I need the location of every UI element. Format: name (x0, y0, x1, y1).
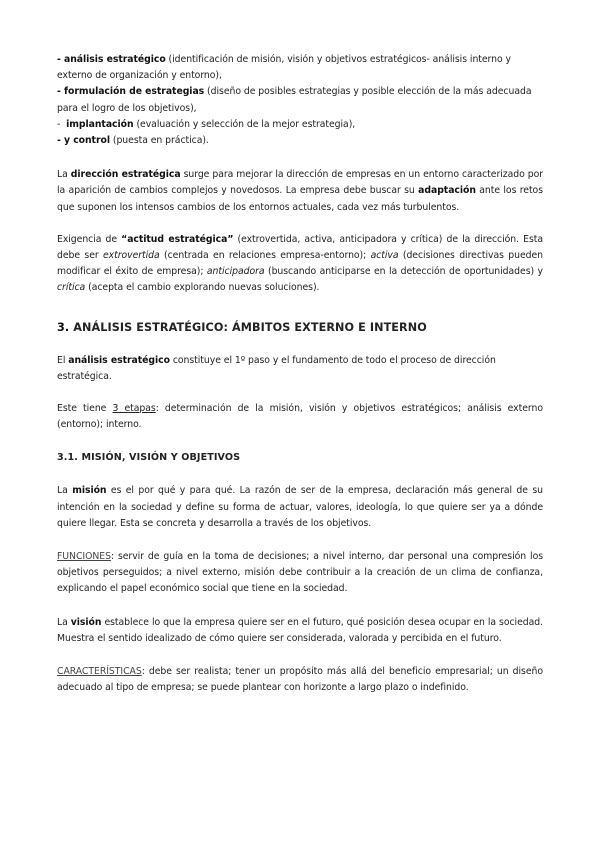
paragraph-actitud-estrategica (57, 232, 543, 297)
bold-term: “actitud estratégica” (121, 233, 234, 245)
list-item-desc: (identificación de misión, visión y objetivos estratégicos- análisis interno y externo de organización y entorno), (57, 54, 511, 82)
text-run: (acepta el cambio explorando nuevas soluciones). (85, 282, 320, 294)
list-item (57, 117, 543, 133)
list-item-desc: (puesta en práctica). (109, 135, 209, 147)
list-item-term: implantación (66, 118, 134, 130)
text-run: (decisiones directivas pueden modificar el éxito de empresa); (57, 250, 543, 278)
bold-term: análisis estratégico (68, 354, 170, 366)
process-phases-list (57, 52, 543, 149)
bold-term: visión (70, 616, 102, 628)
text-run: La (57, 616, 71, 628)
section-heading-3 (57, 320, 543, 336)
italic-term: activa (370, 250, 399, 262)
list-item-term: - y control (57, 135, 110, 147)
list-item-desc: (diseño de posibles estrategias y posible elección de la más adecuada para el logro de los objetivos), (57, 86, 532, 114)
text-run: La (57, 169, 71, 181)
list-item-term: - análisis estratégico (57, 54, 166, 65)
italic-term: anticipadora (206, 266, 265, 278)
italic-term: crítica (57, 282, 86, 294)
text-run: constituye el 1º paso y el fundamento de todo el proceso de dirección estratégica. (57, 354, 496, 382)
bold-term: adaptación (418, 185, 476, 197)
text-run: : debe ser realista; tener un propósito más allá del beneficio empresarial; un diseño adecuado al tipo de empresa; se puede plantear con horizonte a largo plazo o indefinido. (57, 666, 543, 694)
text-run: es el por qué y para qué. La razón de ser de la empresa, declaración más general de su intención en la sociedad y define su forma de actuar, valores, ideología, lo que quiere ser ya a dónde quiere llegar. Esta se concreta y desarrolla a través de los objetivos. (57, 485, 543, 529)
list-item-desc: (evaluación y selección de la mejor estrategia), (133, 118, 356, 130)
paragraph-analisis-estrategico (57, 353, 543, 385)
text-run: ante los retos que suponen los intensos cambios de los entornos actuales, cada vez más turbulentos. (57, 185, 543, 213)
text-run: (extrovertida, activa, anticipadora y crítica) de la dirección. Esta debe ser (57, 233, 544, 262)
text-run: (buscando anticiparse en la detección de oportunidades) y (264, 266, 543, 278)
italic-term: extrovertida (103, 250, 160, 262)
section-title: ANÁLISIS ESTRATÉGICO: ÁMBITOS EXTERNO E INTERNO (69, 320, 427, 334)
paragraph-funciones (57, 549, 543, 598)
list-item-term: - formulación de estrategias (57, 86, 205, 98)
subsection-heading-3-1: 3.1. MISIÓN, VISIÓN Y OBJETIVOS (57, 452, 241, 464)
text-run: : determinación de la misión, visión y objetivos estratégicos; análisis externo (entorno); interno. (57, 403, 543, 431)
text-run: : servir de guía en la toma de decisiones; a nivel interno, dar personal una compresión los objetivos perseguidos; a nivel externo, misión debe contribuir a la creación de un clima de confianza, explicando el papel económico social que tiene en la sociedad. (57, 551, 543, 595)
paragraph-etapas (57, 401, 543, 433)
list-item-prefix: - (57, 118, 67, 130)
paragraph-mision (57, 483, 543, 532)
underlined-term: CARACTERÍSTICAS (57, 666, 142, 678)
bold-term: dirección estratégica (70, 169, 181, 181)
list-item (57, 84, 543, 116)
list-item (57, 133, 543, 149)
document-page (57, 52, 543, 696)
underlined-term: 3 etapas (112, 403, 156, 415)
paragraph-direccion-estrategica (57, 167, 543, 216)
underlined-term: FUNCIONES (57, 551, 111, 563)
text-run: establece lo que la empresa quiere ser en el futuro, qué posición desea ocupar en la sociedad. Muestra el sentido idealizado de cómo quiere ser considerada, valorada y percibida en el futuro. (57, 616, 543, 644)
text-run: Este tiene (57, 403, 113, 415)
bold-term: misión (72, 485, 107, 497)
paragraph-caracteristicas (57, 664, 543, 696)
list-item (57, 52, 543, 84)
text-run: surge para mejorar la dirección de empresas en un entorno caracterizado por la aparición de cambios complejos y novedosos. La empresa debe buscar su (57, 169, 543, 197)
text-run: El (57, 354, 69, 366)
text-run: La (57, 485, 73, 497)
paragraph-vision (57, 615, 543, 647)
section-number: 3. (57, 320, 70, 334)
text-run: Exigencia de (57, 233, 122, 245)
text-run: (centrada en relaciones empresa-entorno); (159, 250, 371, 262)
